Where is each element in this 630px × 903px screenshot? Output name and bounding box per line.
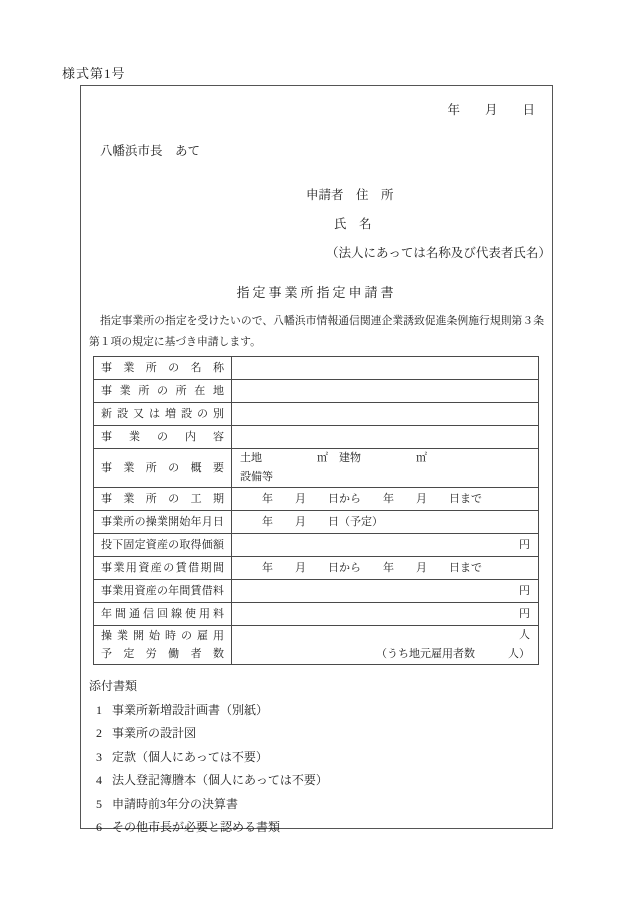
row-label-line: 事 業 用 資 産 の 賃 借 期 間 xyxy=(101,561,224,574)
row-label xyxy=(94,426,232,449)
row-value-line: 円 xyxy=(519,538,530,551)
row-label xyxy=(94,403,232,426)
table-row xyxy=(94,403,539,426)
attachment-item xyxy=(89,726,544,741)
form-outer-border xyxy=(80,85,553,834)
row-value xyxy=(232,403,539,426)
application-table xyxy=(93,356,539,665)
attachment-item-text: 法人登記簿謄本（個人にあっては不要） xyxy=(112,773,328,787)
attachment-item-number: 3 xyxy=(96,749,102,764)
row-label xyxy=(94,534,232,557)
row-label-line: 事 業 所 の 工 期 xyxy=(101,492,224,505)
row-value xyxy=(232,580,539,603)
row-value-line: 年 月 日（予定） xyxy=(240,515,383,528)
attachment-item xyxy=(89,820,544,835)
table-row xyxy=(94,557,539,580)
applicant-corporate-note: （法人にあっては名称及び代表者氏名） xyxy=(326,246,551,260)
attachment-item-text: 事業所の設計図 xyxy=(112,726,197,740)
row-label xyxy=(94,626,232,665)
table-row xyxy=(94,534,539,557)
row-label-line: 事 業 の 内 容 xyxy=(101,430,224,443)
row-value-line: 土地 ㎡ 建物 ㎡ xyxy=(240,452,427,464)
table-row xyxy=(94,580,539,603)
row-value-line: 年 月 日から 年 月 日まで xyxy=(240,561,482,574)
row-label xyxy=(94,580,232,603)
row-label-line: 事 業 所 の 操 業 開 始 年 月 日 xyxy=(101,515,224,528)
row-label-line: 予 定 労 働 者 数 xyxy=(101,648,224,660)
attachment-item-text: その他市長が必要と認める書類 xyxy=(112,820,281,834)
attachment-item-number: 6 xyxy=(96,820,102,834)
row-value xyxy=(232,557,539,580)
row-value xyxy=(232,449,539,488)
attachment-item-text: 事業所新増設計画書（別紙） xyxy=(112,702,269,717)
row-value-line xyxy=(240,431,530,444)
row-value xyxy=(232,603,539,626)
attachment-item xyxy=(89,703,544,718)
attachment-item-text: 申請時前3年分の決算書 xyxy=(112,796,239,811)
attachment-item xyxy=(89,773,544,788)
attachment-item-number: 1 xyxy=(96,702,102,717)
row-label xyxy=(94,603,232,626)
applicant-name-line: 氏 名 xyxy=(334,217,372,231)
row-value xyxy=(232,488,539,511)
table-row xyxy=(94,380,539,403)
table-row xyxy=(94,603,539,626)
row-value xyxy=(232,357,539,380)
row-label xyxy=(94,557,232,580)
table-row xyxy=(94,449,539,488)
addressee-line: 八幡浜市長 あて xyxy=(100,144,201,158)
document-title: 指定事業所指定申請書 xyxy=(236,285,397,300)
table-row xyxy=(94,488,539,511)
attachments-list xyxy=(89,703,544,836)
row-value xyxy=(232,380,539,403)
row-value-line xyxy=(240,408,530,421)
applicant-address-line: 申請者 住 所 xyxy=(306,188,394,202)
row-label xyxy=(94,511,232,534)
attachment-item-number: 5 xyxy=(96,796,102,811)
attachment-item-number: 2 xyxy=(96,726,102,740)
attachment-item xyxy=(89,797,544,812)
row-label-line: 事 業 所 の 名 称 xyxy=(101,361,224,374)
row-label-line: 新 設 又 は 増 設 の 別 xyxy=(101,407,224,420)
table-row xyxy=(94,511,539,534)
row-label-line: 投 下 固 定 資 産 の 取 得 価 額 xyxy=(101,538,224,551)
row-label-line: 事 業 所 の 概 要 xyxy=(101,462,224,474)
row-value-line: （うち地元雇用者数 人） xyxy=(376,648,530,660)
row-label-line: 事 業 用 資 産 の 年 間 賃 借 料 xyxy=(101,584,224,597)
row-value-line: 円 xyxy=(519,607,530,620)
row-label-line: 操 業 開 始 時 の 雇 用 xyxy=(101,630,224,642)
attachment-item-number: 4 xyxy=(96,773,102,787)
row-label xyxy=(94,380,232,403)
row-value-line: 年 月 日から 年 月 日まで xyxy=(240,492,482,505)
table-row xyxy=(94,626,539,665)
row-value-line xyxy=(240,362,530,375)
row-value xyxy=(232,626,539,665)
row-label xyxy=(94,449,232,488)
row-label-line: 事 業 所 の 所 在 地 xyxy=(101,384,224,397)
application-table-body xyxy=(94,357,539,665)
row-label xyxy=(94,488,232,511)
row-value-line: 円 xyxy=(519,584,530,597)
row-value xyxy=(232,534,539,557)
form-number-label: 様式第1号 xyxy=(62,66,126,81)
applicant-block xyxy=(81,181,552,268)
row-value xyxy=(232,426,539,449)
row-value-line: 人 xyxy=(519,629,530,641)
row-value-line: 設備等 xyxy=(240,471,273,483)
row-label xyxy=(94,357,232,380)
application-statement: 指定事業所の指定を受けたいので、八幡浜市情報通信関連企業誘致促進条例施行規則第３条第１項の規定に基づき申請します。 xyxy=(89,315,544,348)
attachment-item-text: 定款（個人にあっては不要） xyxy=(112,749,268,764)
attachments-section xyxy=(89,679,544,835)
table-row xyxy=(94,357,539,380)
row-label-line: 年 間 通 信 回 線 使 用 料 xyxy=(101,607,224,620)
row-value-line xyxy=(240,385,530,398)
date-line: 年 月 日 xyxy=(447,103,535,117)
attachment-item xyxy=(89,750,544,765)
attachments-heading: 添付書類 xyxy=(89,679,138,693)
row-value xyxy=(232,511,539,534)
table-row xyxy=(94,426,539,449)
